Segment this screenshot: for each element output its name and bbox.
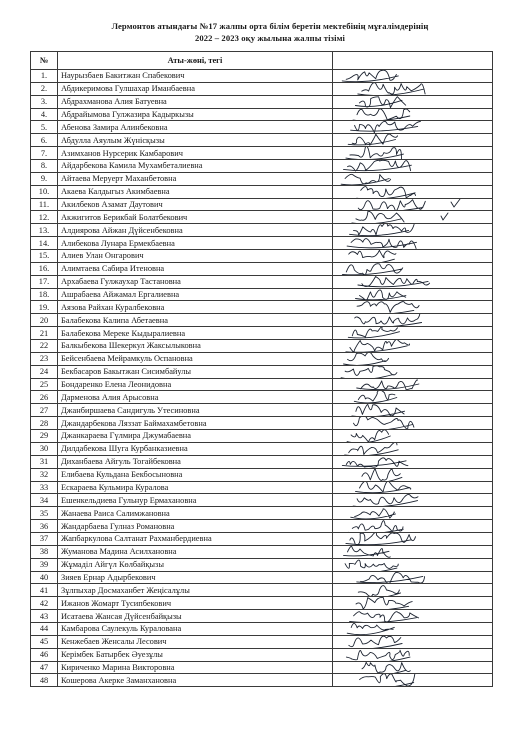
- row-number: 11.: [31, 198, 58, 211]
- row-full-name: Балабекова Калипа Абетаевна: [58, 314, 333, 327]
- row-number: 48: [31, 674, 58, 687]
- signature-cell: [333, 134, 493, 147]
- signature-cell: [333, 262, 493, 275]
- row-number: 25: [31, 378, 58, 391]
- row-number: 5.: [31, 121, 58, 134]
- table-row: [31, 108, 493, 121]
- handwritten-signature: [333, 584, 483, 597]
- signature-cell: [333, 404, 493, 417]
- handwritten-signature: [333, 622, 483, 635]
- signature-cell: [333, 417, 493, 430]
- signature-cell: [333, 674, 493, 687]
- signature-cell: [333, 571, 493, 584]
- table-row: [31, 314, 493, 327]
- row-full-name: Абдулла Аяулым Жүнісқызы: [58, 134, 333, 147]
- row-number: 37: [31, 532, 58, 545]
- row-number: 26: [31, 391, 58, 404]
- handwritten-signature: [333, 95, 483, 108]
- row-full-name: Диханбаева Айгуль Тогайбековна: [58, 455, 333, 468]
- handwritten-signature: [333, 82, 483, 95]
- row-number: 40: [31, 571, 58, 584]
- row-number: 4.: [31, 108, 58, 121]
- signature-cell: [333, 584, 493, 597]
- row-full-name: Алибекова Лунара Ермекбаевна: [58, 237, 333, 250]
- table-row: [31, 185, 493, 198]
- signature-cell: [333, 520, 493, 533]
- handwritten-signature: [333, 455, 483, 468]
- handwritten-signature: [333, 648, 483, 661]
- table-row: [31, 250, 493, 263]
- row-number: 31: [31, 455, 58, 468]
- handwritten-signature: [333, 635, 483, 648]
- row-full-name: Бейсенбаева Мейрамкуль Оспановна: [58, 352, 333, 365]
- signature-cell: [333, 82, 493, 95]
- table-row: [31, 481, 493, 494]
- handwritten-signature: [333, 417, 483, 430]
- row-full-name: Абдрайымова Гулжазира Кадыркызы: [58, 108, 333, 121]
- handwritten-signature: [333, 674, 483, 687]
- signature-cell: [333, 610, 493, 623]
- row-full-name: Джандарбекова Ляззат Баймахамбетовна: [58, 417, 333, 430]
- row-number: 38: [31, 545, 58, 558]
- table-row: [31, 365, 493, 378]
- table-row: [31, 198, 493, 211]
- row-full-name: Жапбаркулова Салтанат Рахманбердиевна: [58, 532, 333, 545]
- row-number: 35: [31, 507, 58, 520]
- signature-cell: [333, 211, 493, 224]
- handwritten-signature: [333, 571, 483, 584]
- handwritten-signature: [333, 520, 483, 533]
- table-row: [31, 404, 493, 417]
- staff-table: [30, 51, 493, 687]
- row-full-name: Ескараева Кульмира Куралова: [58, 481, 333, 494]
- handwritten-signature: [333, 610, 483, 623]
- table-row: [31, 288, 493, 301]
- handwritten-signature: [333, 301, 483, 314]
- signature-cell: [333, 108, 493, 121]
- row-number: 7.: [31, 147, 58, 160]
- row-full-name: Наурызбаев Бакитжан Спабекович: [58, 70, 333, 83]
- row-number: 20: [31, 314, 58, 327]
- signature-cell: [333, 481, 493, 494]
- signature-cell: [333, 378, 493, 391]
- table-row: [31, 571, 493, 584]
- table-row: [31, 352, 493, 365]
- row-full-name: Абдрахманова Алия Батуевна: [58, 95, 333, 108]
- title-line-2: 2022 – 2023 оқу жылына жалпы тізімі: [194, 33, 346, 43]
- signature-cell: [333, 250, 493, 263]
- table-row: [31, 70, 493, 83]
- table-row: [31, 237, 493, 250]
- handwritten-signature: [333, 404, 483, 417]
- table-row: [31, 622, 493, 635]
- row-number: 27: [31, 404, 58, 417]
- handwritten-signature: [333, 262, 483, 275]
- row-full-name: Жанаева Раиса Салимжановна: [58, 507, 333, 520]
- table-row: [31, 661, 493, 674]
- row-number: 3.: [31, 95, 58, 108]
- row-full-name: Жұмаділ Айгүл Көлбайқызы: [58, 558, 333, 571]
- row-number: 1.: [31, 70, 58, 83]
- row-number: 34: [31, 494, 58, 507]
- handwritten-signature: [333, 147, 483, 160]
- signature-cell: [333, 198, 493, 211]
- table-row: [31, 558, 493, 571]
- row-full-name: Керімбек Батырбек Әуезұлы: [58, 648, 333, 661]
- handwritten-signature: [333, 327, 483, 340]
- table-row: [31, 520, 493, 533]
- table-row: [31, 507, 493, 520]
- row-full-name: Балабекова Мереке Кыдыралиевна: [58, 327, 333, 340]
- table-row: [31, 275, 493, 288]
- row-number: 16.: [31, 262, 58, 275]
- row-number: 36: [31, 520, 58, 533]
- handwritten-signature: [333, 545, 483, 558]
- row-full-name: Камбарова Саулекуль Куралована: [58, 622, 333, 635]
- row-number: 9.: [31, 172, 58, 185]
- table-row: [31, 134, 493, 147]
- row-number: 47: [31, 661, 58, 674]
- row-number: 12.: [31, 211, 58, 224]
- handwritten-signature: [333, 134, 483, 147]
- handwritten-signature: [333, 250, 483, 263]
- signature-cell: [333, 327, 493, 340]
- row-number: 6.: [31, 134, 58, 147]
- row-number: 2.: [31, 82, 58, 95]
- row-number: 29: [31, 430, 58, 443]
- row-full-name: Акилбеков Азамат Даутович: [58, 198, 333, 211]
- row-full-name: Ижанов Жомарт Тусипбекович: [58, 597, 333, 610]
- signature-cell: [333, 545, 493, 558]
- table-row: [31, 532, 493, 545]
- signature-cell: [333, 224, 493, 237]
- row-full-name: Абенова Замира Алинбековна: [58, 121, 333, 134]
- handwritten-signature: [333, 172, 483, 185]
- signature-cell: [333, 391, 493, 404]
- handwritten-signature: [333, 211, 483, 224]
- signature-cell: [333, 314, 493, 327]
- handwritten-signature: [333, 237, 483, 250]
- signature-cell: [333, 597, 493, 610]
- handwritten-signature: [333, 468, 483, 481]
- document-title: [60, 20, 480, 44]
- handwritten-signature: [333, 160, 483, 173]
- table-row: [31, 391, 493, 404]
- signature-cell: [333, 635, 493, 648]
- signature-cell: [333, 70, 493, 83]
- table-row: [31, 147, 493, 160]
- table-row: [31, 82, 493, 95]
- row-full-name: Алиев Улан Онгарович: [58, 250, 333, 263]
- table-row: [31, 327, 493, 340]
- row-number: 28: [31, 417, 58, 430]
- table-row: [31, 584, 493, 597]
- signature-cell: [333, 340, 493, 353]
- row-full-name: Ашрабаева Айжамал Ергалиевна: [58, 288, 333, 301]
- handwritten-signature: [333, 288, 483, 301]
- row-full-name: Исатаева Жансая Дүйсенбайқызы: [58, 610, 333, 623]
- signature-cell: [333, 558, 493, 571]
- signature-cell: [333, 648, 493, 661]
- signature-cell: [333, 275, 493, 288]
- handwritten-signature: [333, 391, 483, 404]
- table-row: [31, 301, 493, 314]
- row-full-name: Абдикеримова Гулшахар Иманбаевна: [58, 82, 333, 95]
- table-row: [31, 545, 493, 558]
- row-number: 44: [31, 622, 58, 635]
- header-name: Аты-жөні, тегі: [58, 52, 333, 70]
- row-number: 8.: [31, 160, 58, 173]
- row-number: 33: [31, 481, 58, 494]
- handwritten-signature: [333, 275, 483, 288]
- row-number: 14.: [31, 237, 58, 250]
- title-line-1: Лермонтов атындағы №17 жалпы орта білім беретін мектебінің мұғалімдерінің: [111, 21, 429, 31]
- row-full-name: Джанбиршаева Сандигуль Утесиновна: [58, 404, 333, 417]
- handwritten-signature: [333, 430, 483, 443]
- table-row: [31, 417, 493, 430]
- row-number: 24: [31, 365, 58, 378]
- table-row: [31, 340, 493, 353]
- row-full-name: Ешенкельдиева Гульнур Ермахановна: [58, 494, 333, 507]
- row-number: 18.: [31, 288, 58, 301]
- row-number: 21: [31, 327, 58, 340]
- row-full-name: Алдиярова Айжан Дүйсенбековна: [58, 224, 333, 237]
- handwritten-signature: [333, 597, 483, 610]
- table-row: [31, 597, 493, 610]
- table-row: [31, 674, 493, 687]
- header-signature: [333, 52, 493, 70]
- row-number: 43: [31, 610, 58, 623]
- table-row: [31, 442, 493, 455]
- row-number: 19.: [31, 301, 58, 314]
- signature-cell: [333, 468, 493, 481]
- row-number: 32: [31, 468, 58, 481]
- handwritten-signature: [333, 185, 483, 198]
- row-full-name: Акаева Калдыгыз Акимбаевна: [58, 185, 333, 198]
- signature-cell: [333, 455, 493, 468]
- row-full-name: Акжигитов Берикбай Болатбекович: [58, 211, 333, 224]
- table-row: [31, 160, 493, 173]
- handwritten-signature: [333, 507, 483, 520]
- row-full-name: Бондаренко Елена Леонидовна: [58, 378, 333, 391]
- row-number: 30: [31, 442, 58, 455]
- signature-cell: [333, 365, 493, 378]
- row-number: 45: [31, 635, 58, 648]
- row-number: 42: [31, 597, 58, 610]
- handwritten-signature: [333, 661, 483, 674]
- table-header-row: [31, 52, 493, 70]
- table-row: [31, 224, 493, 237]
- table-row: [31, 262, 493, 275]
- table-row: [31, 468, 493, 481]
- handwritten-signature: [333, 121, 483, 134]
- row-full-name: Архабаева Гулжаухар Тастановна: [58, 275, 333, 288]
- table-body: [31, 70, 493, 687]
- signature-cell: [333, 430, 493, 443]
- row-full-name: Айтаева Меруерт Маханбетовна: [58, 172, 333, 185]
- row-full-name: Елибаева Кульдана Бекбосыновна: [58, 468, 333, 481]
- signature-cell: [333, 172, 493, 185]
- signature-cell: [333, 661, 493, 674]
- row-number: 39: [31, 558, 58, 571]
- handwritten-signature: [333, 314, 483, 327]
- row-full-name: Аязова Райхан Куралбековна: [58, 301, 333, 314]
- signature-cell: [333, 237, 493, 250]
- handwritten-signature: [333, 70, 483, 83]
- table-row: [31, 378, 493, 391]
- signature-cell: [333, 95, 493, 108]
- signature-cell: [333, 288, 493, 301]
- table-row: [31, 494, 493, 507]
- signature-cell: [333, 442, 493, 455]
- row-full-name: Кенжебаев Женсалы Лесович: [58, 635, 333, 648]
- handwritten-signature: [333, 558, 483, 571]
- row-full-name: Жуманова Мадина Асилхановна: [58, 545, 333, 558]
- row-full-name: Алимтаева Сабира Итеновна: [58, 262, 333, 275]
- row-full-name: Кошерова Акеркe Заманхановна: [58, 674, 333, 687]
- row-number: 13.: [31, 224, 58, 237]
- handwritten-signature: [333, 481, 483, 494]
- handwritten-signature: [333, 198, 483, 211]
- signature-cell: [333, 147, 493, 160]
- row-full-name: Дарменова Алия Арысовна: [58, 391, 333, 404]
- row-full-name: Джанкараева Гүлмира Джумабаевна: [58, 430, 333, 443]
- handwritten-signature: [333, 108, 483, 121]
- signature-cell: [333, 507, 493, 520]
- table-row: [31, 172, 493, 185]
- row-full-name: Азимханов Нурсерик Камбарович: [58, 147, 333, 160]
- table-row: [31, 95, 493, 108]
- table-row: [31, 635, 493, 648]
- handwritten-signature: [333, 532, 483, 545]
- row-full-name: Зияев Ернар Адырбекович: [58, 571, 333, 584]
- row-number: 10.: [31, 185, 58, 198]
- row-full-name: Дилдабекова Шуга Курбанказиевна: [58, 442, 333, 455]
- table-row: [31, 610, 493, 623]
- row-full-name: Бекбасаров Бакытжан Сисимбайулы: [58, 365, 333, 378]
- row-number: 22: [31, 340, 58, 353]
- signature-cell: [333, 301, 493, 314]
- handwritten-signature: [333, 365, 483, 378]
- table-row: [31, 455, 493, 468]
- signature-cell: [333, 352, 493, 365]
- signature-cell: [333, 185, 493, 198]
- row-full-name: Айдарбекова Камила Мухамбеталиевна: [58, 160, 333, 173]
- table-row: [31, 648, 493, 661]
- row-number: 41: [31, 584, 58, 597]
- row-number: 23: [31, 352, 58, 365]
- signature-cell: [333, 121, 493, 134]
- handwritten-signature: [333, 352, 483, 365]
- signature-cell: [333, 622, 493, 635]
- row-full-name: Балкыбекова Шекеркул Жаксылыковна: [58, 340, 333, 353]
- row-number: 17.: [31, 275, 58, 288]
- row-full-name: Кириченко Марина Викторовна: [58, 661, 333, 674]
- handwritten-signature: [333, 340, 483, 353]
- signature-cell: [333, 494, 493, 507]
- row-number: 46: [31, 648, 58, 661]
- table-row: [31, 211, 493, 224]
- table-row: [31, 121, 493, 134]
- handwritten-signature: [333, 378, 483, 391]
- handwritten-signature: [333, 494, 483, 507]
- header-number: №: [31, 52, 58, 70]
- signature-cell: [333, 532, 493, 545]
- table-row: [31, 430, 493, 443]
- signature-cell: [333, 160, 493, 173]
- row-full-name: Зұлпыхар Досмаханбет Жеңісалұлы: [58, 584, 333, 597]
- row-full-name: Жандарбаева Гулназ Романовна: [58, 520, 333, 533]
- handwritten-signature: [333, 224, 483, 237]
- row-number: 15.: [31, 250, 58, 263]
- handwritten-signature: [333, 442, 483, 455]
